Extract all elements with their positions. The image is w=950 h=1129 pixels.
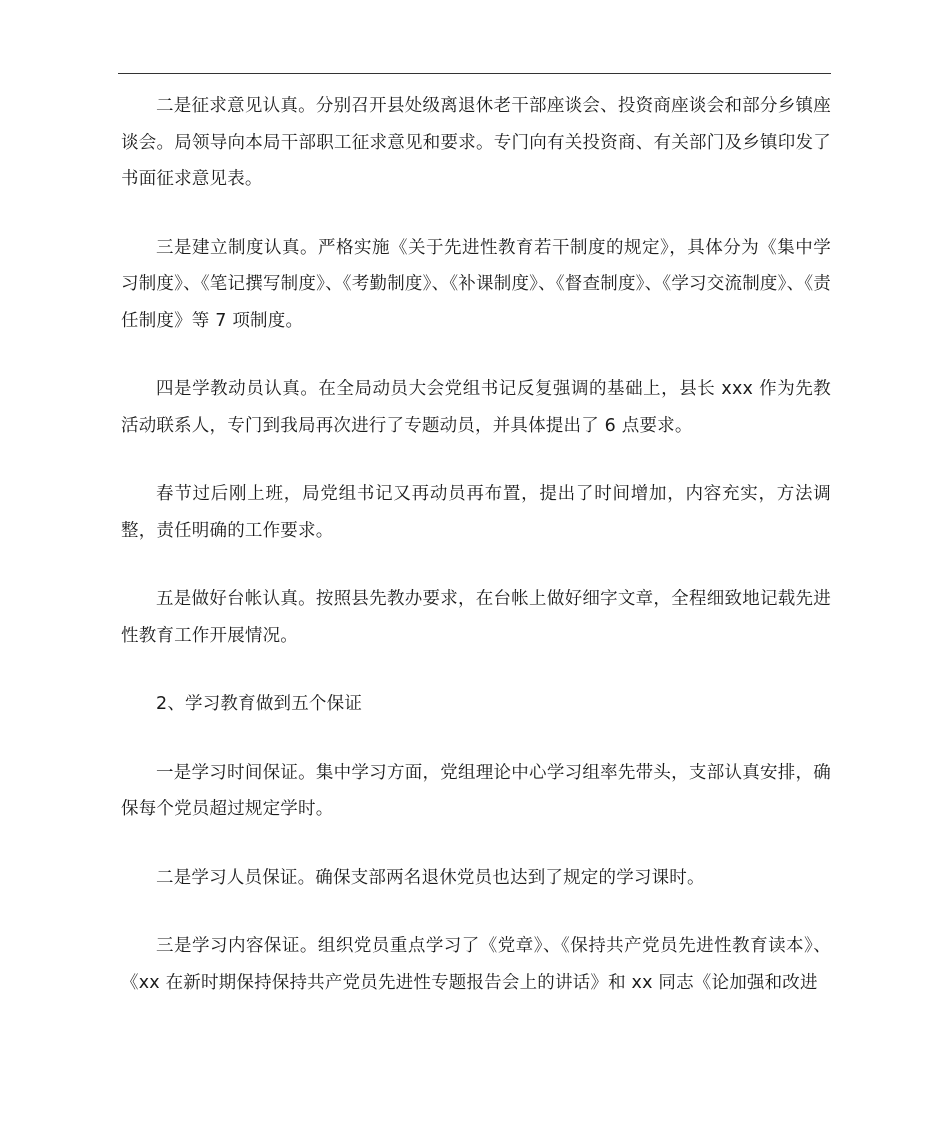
section-heading-five-guarantees: 2、学习教育做到五个保证 (156, 694, 363, 714)
paragraph-establish-system: 三是建立制度认真。严格实施《关于先进性教育若干制度的规定》，具体分为《集中学习制度》、《笔记撰写制度》、《考勤制度》、《补课制度》、《督查制度》、《学习交流制度》、《责任制度》等 7 项制度。 (121, 237, 831, 331)
paragraph-study-personnel: 二是学习人员保证。确保支部两名退休党员也达到了规定的学习课时。 (156, 867, 705, 888)
paragraph-study-content: 三是学习内容保证。组织党员重点学习了《党章》、《保持共产党员先进性教育读本》、《xx 在新时期保持保持共产党员先进性专题报告会上的讲话》和 xx 同志《论加强和改进 (121, 936, 831, 993)
paragraph-ledger: 五是做好台帐认真。按照县先教办要求，在台帐上做好细字文章，全程细致地记载先进性教育工作开展情况。 (121, 589, 831, 646)
paragraph-solicit-opinions: 二是征求意见认真。分别召开县处级离退休老干部座谈会、投资商座谈会和部分乡镇座谈会。局领导向本局干部职工征求意见和要求。专门向有关投资商、有关部门及乡镇印发了书面征求意见表。 (121, 96, 831, 189)
paragraph-study-time: 一是学习时间保证。集中学习方面，党组理论中心学习组率先带头，支部认真安排，确保每个党员超过规定学时。 (121, 762, 831, 819)
header-rule (118, 73, 831, 74)
document-body (121, 88, 831, 1001)
paragraph-after-spring-festival: 春节过后刚上班，局党组书记又再动员再布置，提出了时间增加，内容充实，方法调整，责任明确的工作要求。 (121, 484, 831, 541)
paragraph-mobilization: 四是学教动员认真。在全局动员大会党组书记反复强调的基础上，县长 xxx 作为先教活动联系人，专门到我局再次进行了专题动员，并具体提出了 6 点要求。 (121, 379, 831, 436)
